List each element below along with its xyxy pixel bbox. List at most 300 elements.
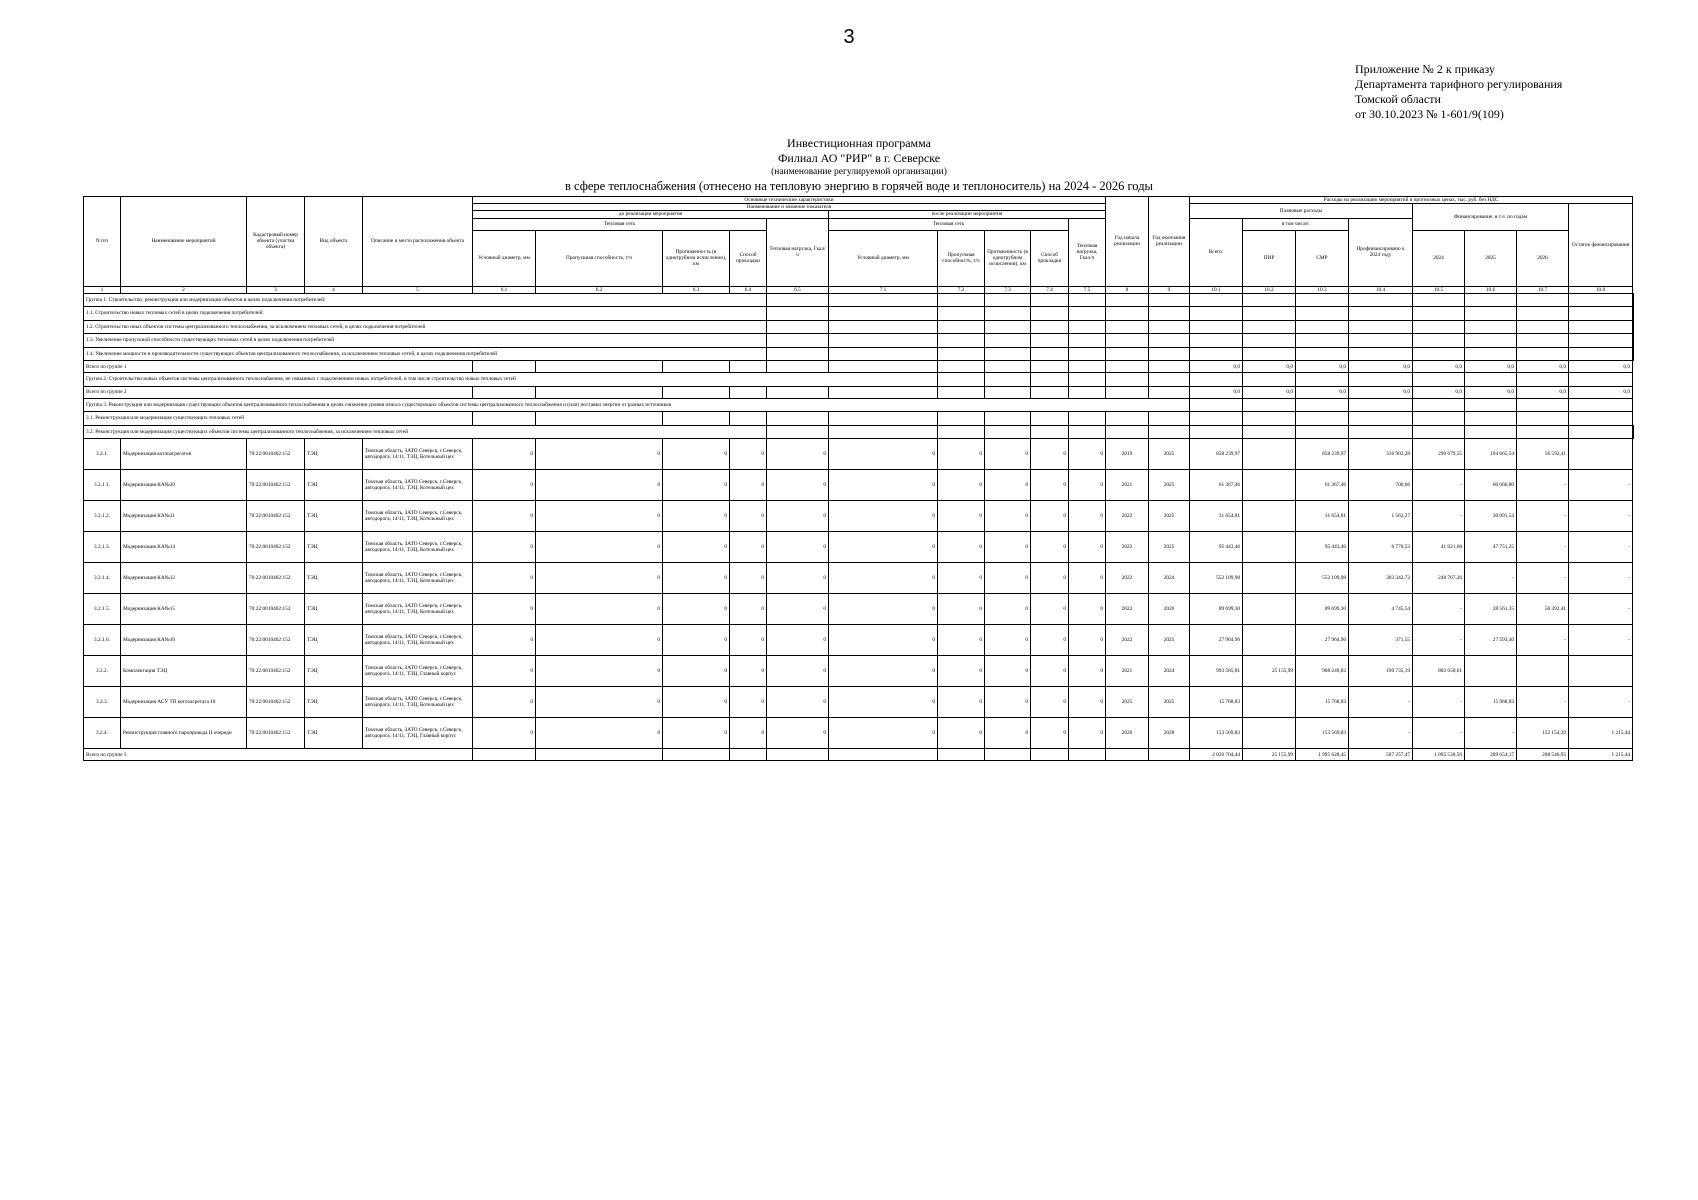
column-number: 6.3 bbox=[663, 286, 730, 293]
row-number: 3.2.1.6. bbox=[84, 625, 121, 656]
year-start: 2025 bbox=[1106, 687, 1149, 718]
financing-2025 bbox=[1465, 656, 1517, 687]
table-row bbox=[84, 532, 1634, 563]
header-diameter-before: Условный диаметр, мм bbox=[473, 230, 536, 286]
object-type: ТЭЦ bbox=[305, 656, 363, 687]
header-2024: 2024 bbox=[1413, 230, 1465, 286]
characteristic-value: 0 bbox=[473, 718, 536, 749]
financing-2024: - bbox=[1413, 501, 1465, 532]
characteristic-value: 0 bbox=[1031, 625, 1069, 656]
expense-total: 27 964,96 bbox=[1190, 625, 1243, 656]
total-value: 1 995 628,45 bbox=[1296, 749, 1349, 761]
group-1-3-label: 1.3. Увеличение пропускной способности существующих тепловых сетей в целях подключения потребителей bbox=[84, 334, 767, 348]
characteristic-value: 0 bbox=[536, 625, 663, 656]
cadastral-number: 70:22:0010402:152 bbox=[247, 687, 305, 718]
group-row bbox=[84, 347, 1634, 361]
annex-line: Томской области bbox=[1355, 92, 1441, 106]
header-financing-by-years: Финансирование, в т.ч. по годам bbox=[1413, 204, 1569, 230]
characteristic-value: 0 bbox=[767, 656, 829, 687]
object-type: ТЭЦ bbox=[305, 594, 363, 625]
year-end: 2024 bbox=[1149, 656, 1190, 687]
expense-smr: 15 768,83 bbox=[1296, 687, 1349, 718]
characteristic-value: 0 bbox=[730, 439, 767, 470]
measure-name: Модернизация КА№12 bbox=[121, 563, 247, 594]
column-number: 10.4 bbox=[1349, 286, 1413, 293]
header-2026: 2026 bbox=[1517, 230, 1569, 286]
characteristic-value: 0 bbox=[1069, 439, 1106, 470]
characteristic-value: 0 bbox=[663, 532, 730, 563]
characteristic-value: 0 bbox=[985, 501, 1031, 532]
total-value: 25 155,99 bbox=[1243, 749, 1296, 761]
object-type: ТЭЦ bbox=[305, 687, 363, 718]
characteristic-value: 0 bbox=[1069, 687, 1106, 718]
prefinanced: 316 902,28 bbox=[1349, 439, 1413, 470]
remaining-financing: - bbox=[1569, 532, 1633, 563]
characteristic-value: 0 bbox=[938, 532, 985, 563]
cadastral-number: 70:22:0010402:152 bbox=[247, 532, 305, 563]
characteristic-value: 0 bbox=[829, 687, 938, 718]
year-start: 2022 bbox=[1106, 594, 1149, 625]
financing-2026: - bbox=[1517, 470, 1569, 501]
characteristic-value: 0 bbox=[985, 594, 1031, 625]
header-n: N п/п bbox=[84, 197, 121, 287]
group-row bbox=[84, 373, 1634, 387]
characteristic-value: 0 bbox=[730, 470, 767, 501]
financing-2024: 41 921,68 bbox=[1413, 532, 1465, 563]
characteristic-value: 0 bbox=[829, 656, 938, 687]
characteristic-value: 0 bbox=[767, 439, 829, 470]
row-number: 3.2.3. bbox=[84, 687, 121, 718]
cadastral-number: 70:22:0010402:152 bbox=[247, 501, 305, 532]
expense-smr: 89 699,30 bbox=[1296, 594, 1349, 625]
header-object-type: Вид объекта bbox=[305, 197, 363, 287]
row-number: 3.2.2. bbox=[84, 656, 121, 687]
financing-2025: - bbox=[1465, 718, 1517, 749]
column-number: 10.2 bbox=[1243, 286, 1296, 293]
annex-note bbox=[1355, 62, 1562, 122]
measure-name: Комплектация ТЭЦ bbox=[121, 656, 247, 687]
characteristic-value: 0 bbox=[985, 687, 1031, 718]
characteristic-value: 0 bbox=[536, 718, 663, 749]
expense-pir bbox=[1243, 439, 1296, 470]
characteristic-value: 0 bbox=[1069, 594, 1106, 625]
header-prefinancing: Профинансировано к 2024 году bbox=[1349, 218, 1413, 286]
group-2-label: Группа 2. Строительство новых объектов системы централизованного теплоснабжения, не связанных с подключением новых потребителей, в том числе строительство новых тепловых сетей bbox=[84, 373, 938, 387]
total-value: 0,0 bbox=[1465, 361, 1517, 373]
year-start: 2021 bbox=[1106, 656, 1149, 687]
characteristic-value: 0 bbox=[536, 656, 663, 687]
row-number: 3.2.1.5. bbox=[84, 594, 121, 625]
year-end: 2025 bbox=[1149, 625, 1190, 656]
expense-total: 552 109,98 bbox=[1190, 563, 1243, 594]
financing-2025: 28 561,35 bbox=[1465, 594, 1517, 625]
financing-2026: - bbox=[1517, 687, 1569, 718]
prefinanced: 303 342,72 bbox=[1349, 563, 1413, 594]
object-type: ТЭЦ bbox=[305, 563, 363, 594]
group-1-1-label: 1.1. Строительство новых тепловых сетей в целях подключения потребителей: bbox=[84, 307, 767, 321]
column-number: 6.2 bbox=[536, 286, 663, 293]
group-row bbox=[84, 293, 1634, 307]
header-total: Всего: bbox=[1190, 218, 1243, 286]
characteristic-value: 0 bbox=[473, 687, 536, 718]
column-number: 5 bbox=[363, 286, 473, 293]
group-row bbox=[84, 398, 1634, 412]
title-line-4: в сфере теплоснабжения (отнесено на тепловую энергию в горячей воде и теплоноситель) на 2024 - 2026 годы bbox=[565, 179, 1153, 193]
column-number: 7.4 bbox=[1031, 286, 1069, 293]
total-value: 208 546,95 bbox=[1517, 749, 1569, 761]
cadastral-number: 70:22:0010402:152 bbox=[247, 656, 305, 687]
total-value: 0,0 bbox=[1413, 386, 1465, 398]
expense-total: 31 654,81 bbox=[1190, 501, 1243, 532]
remaining-financing: - bbox=[1569, 594, 1633, 625]
characteristic-value: 0 bbox=[985, 470, 1031, 501]
characteristic-value: 0 bbox=[730, 594, 767, 625]
expense-total: 95 443,46 bbox=[1190, 532, 1243, 563]
measure-name: Модернизация АСУ ТП котлоагрегата 10 bbox=[121, 687, 247, 718]
table-row bbox=[84, 439, 1634, 470]
year-start: 2021 bbox=[1106, 470, 1149, 501]
financing-2024: - bbox=[1413, 470, 1465, 501]
column-number: 8 bbox=[1106, 286, 1149, 293]
column-number: 1 bbox=[84, 286, 121, 293]
financing-2025: 47 751,25 bbox=[1465, 532, 1517, 563]
measure-name: Модернизация КА№14 bbox=[121, 532, 247, 563]
cadastral-number: 70:22:0010402:152 bbox=[247, 718, 305, 749]
characteristic-value: 0 bbox=[767, 718, 829, 749]
financing-2024: - bbox=[1413, 687, 1465, 718]
expense-pir bbox=[1243, 563, 1296, 594]
title-line-3: (наименование регулируемой организации) bbox=[771, 167, 947, 177]
financing-2026: - bbox=[1517, 563, 1569, 594]
remaining-financing bbox=[1569, 656, 1633, 687]
object-type: ТЭЦ bbox=[305, 532, 363, 563]
characteristic-value: 0 bbox=[829, 625, 938, 656]
total-value: 0,0 bbox=[1243, 386, 1296, 398]
total-value: 0,0 bbox=[1517, 361, 1569, 373]
measure-name: Модернизация КА№11 bbox=[121, 501, 247, 532]
characteristic-value: 0 bbox=[1069, 501, 1106, 532]
cadastral-number: 70:22:0010402:152 bbox=[247, 563, 305, 594]
total-value: 0,0 bbox=[1517, 386, 1569, 398]
characteristic-value: 0 bbox=[663, 470, 730, 501]
row-number: 3.2.1.2. bbox=[84, 501, 121, 532]
total-value: 1 095 530,56 bbox=[1413, 749, 1465, 761]
characteristic-value: 0 bbox=[663, 439, 730, 470]
characteristic-value: 0 bbox=[473, 625, 536, 656]
header-indicator-name: Наименование и значение показателя bbox=[473, 204, 1106, 211]
object-location: Томская область, ЗАТО Северск, г.Северск, автодорога, 14/11, ТЭЦ, Котельный цех bbox=[363, 439, 473, 470]
measure-name: Модернизация КА№15 bbox=[121, 594, 247, 625]
financing-2026: 152 154,39 bbox=[1517, 718, 1569, 749]
column-numbers-row bbox=[84, 286, 1634, 293]
characteristic-value: 0 bbox=[663, 718, 730, 749]
object-type: ТЭЦ bbox=[305, 470, 363, 501]
investment-table bbox=[83, 196, 1634, 761]
object-location: Томская область, ЗАТО Северск, г.Северск, автодорога, 14/11, ТЭЦ, Котельный цех bbox=[363, 501, 473, 532]
column-number: 10.3 bbox=[1296, 286, 1349, 293]
characteristic-value: 0 bbox=[1031, 501, 1069, 532]
characteristic-value: 0 bbox=[473, 656, 536, 687]
column-number: 6.1 bbox=[473, 286, 536, 293]
expense-total: 993 585,81 bbox=[1190, 656, 1243, 687]
column-number: 6.4 bbox=[730, 286, 767, 293]
object-location: Томская область, ЗАТО Северск, г.Северск, автодорога, 14/11, ТЭЦ, Главный корпус bbox=[363, 656, 473, 687]
total-value: 0,0 bbox=[1569, 361, 1633, 373]
group-row bbox=[84, 425, 1634, 439]
characteristic-value: 0 bbox=[985, 439, 1031, 470]
characteristic-value: 0 bbox=[938, 718, 985, 749]
remaining-financing: - bbox=[1569, 501, 1633, 532]
group-1-label: Группа 1. Строительство, реконструкция или модернизация объектов в целях подключения потребителей: bbox=[84, 293, 767, 307]
characteristic-value: 0 bbox=[730, 563, 767, 594]
characteristic-value: 0 bbox=[767, 563, 829, 594]
characteristic-value: 0 bbox=[473, 594, 536, 625]
header-year-end: Год окончания реализации bbox=[1149, 197, 1190, 287]
characteristic-value: 0 bbox=[730, 532, 767, 563]
expense-pir bbox=[1243, 625, 1296, 656]
group-3-1-label: 3.1. Реконструкция или модернизация существующих тепловых сетей bbox=[84, 412, 473, 426]
expense-smr: 968 249,82 bbox=[1296, 656, 1349, 687]
row-number: 3.2.1. bbox=[84, 439, 121, 470]
financing-2026: 56 392,41 bbox=[1517, 594, 1569, 625]
year-start: 2022 bbox=[1106, 501, 1149, 532]
column-number: 4 bbox=[305, 286, 363, 293]
document-title bbox=[0, 136, 1698, 194]
characteristic-value: 0 bbox=[938, 563, 985, 594]
column-number: 7.1 bbox=[829, 286, 938, 293]
remaining-financing: - bbox=[1569, 563, 1633, 594]
column-number: 10.5 bbox=[1413, 286, 1465, 293]
year-end: 2025 bbox=[1149, 439, 1190, 470]
expense-smr: 153 569,83 bbox=[1296, 718, 1349, 749]
total-value: 0,0 bbox=[1296, 361, 1349, 373]
object-location: Томская область, ЗАТО Северск, г.Северск, автодорога, 14/11, ТЭЦ, Главный корпус bbox=[363, 718, 473, 749]
characteristic-value: 0 bbox=[1031, 687, 1069, 718]
column-number: 10.1 bbox=[1190, 286, 1243, 293]
characteristic-value: 0 bbox=[829, 594, 938, 625]
total-row bbox=[84, 386, 1634, 398]
expense-pir bbox=[1243, 594, 1296, 625]
group-1-4-label: 1.4. Увеличение мощности и производительности существующих объектов централизованного теплоснабжения, за исключением тепловых сетей, в целях подключения потребителей bbox=[84, 347, 767, 361]
annex-line: от 30.10.2023 № 1-601/9(109) bbox=[1355, 107, 1504, 121]
total-value: 0,0 bbox=[1243, 361, 1296, 373]
column-number: 6.5 bbox=[767, 286, 829, 293]
header-name: Наименование мероприятий bbox=[121, 197, 247, 287]
prefinanced: 700,66 bbox=[1349, 470, 1413, 501]
prefinanced: - bbox=[1349, 718, 1413, 749]
characteristic-value: 0 bbox=[473, 563, 536, 594]
column-number: 3 bbox=[247, 286, 305, 293]
characteristic-value: 0 bbox=[536, 594, 663, 625]
characteristic-value: 0 bbox=[730, 687, 767, 718]
characteristic-value: 0 bbox=[985, 625, 1031, 656]
year-end: 2025 bbox=[1149, 687, 1190, 718]
header-laying-before: Способ прокладки bbox=[730, 230, 767, 286]
characteristic-value: 0 bbox=[663, 594, 730, 625]
characteristic-value: 0 bbox=[730, 656, 767, 687]
total-row bbox=[84, 361, 1634, 373]
header-heat-load-before: Тепловая нагрузка, Гкал/ч bbox=[767, 218, 829, 286]
characteristic-value: 0 bbox=[1031, 439, 1069, 470]
characteristic-value: 0 bbox=[473, 439, 536, 470]
characteristic-value: 0 bbox=[829, 532, 938, 563]
group-3-label: Группа 3. Реконструкция или модернизация существующих объектов централизованного теплоснабжения в целях снижения уровня износа существующих объектов системы централизованного теплоснабжения и (или) поставки энергии от разных источников bbox=[84, 398, 1190, 412]
characteristic-value: 0 bbox=[536, 470, 663, 501]
financing-2024: - bbox=[1413, 594, 1465, 625]
table-row bbox=[84, 718, 1634, 749]
remaining-financing: - bbox=[1569, 625, 1633, 656]
header-2025: 2025 bbox=[1465, 230, 1517, 286]
characteristic-value: 0 bbox=[1069, 470, 1106, 501]
characteristic-value: 0 bbox=[663, 687, 730, 718]
prefinanced: 190 735,19 bbox=[1349, 656, 1413, 687]
header-before: до реализации мероприятия bbox=[473, 211, 829, 218]
financing-2026: 56 592,41 bbox=[1517, 439, 1569, 470]
remaining-financing bbox=[1569, 439, 1633, 470]
table-row bbox=[84, 687, 1634, 718]
total-value: 0,0 bbox=[1296, 386, 1349, 398]
characteristic-value: 0 bbox=[938, 439, 985, 470]
column-number: 2 bbox=[121, 286, 247, 293]
characteristic-value: 0 bbox=[1031, 532, 1069, 563]
characteristic-value: 0 bbox=[536, 687, 663, 718]
characteristic-value: 0 bbox=[985, 532, 1031, 563]
column-number: 10.7 bbox=[1517, 286, 1569, 293]
total-value: 0,0 bbox=[1465, 386, 1517, 398]
year-start: 2022 bbox=[1106, 625, 1149, 656]
table-row bbox=[84, 501, 1634, 532]
characteristic-value: 0 bbox=[829, 718, 938, 749]
total-value: 0,0 bbox=[1569, 386, 1633, 398]
expense-pir bbox=[1243, 718, 1296, 749]
characteristic-value: 0 bbox=[829, 563, 938, 594]
header-main-characteristics: Основные технические характеристики bbox=[473, 197, 1106, 204]
total-row bbox=[84, 749, 1634, 761]
characteristic-value: 0 bbox=[1069, 563, 1106, 594]
characteristic-value: 0 bbox=[536, 439, 663, 470]
column-number: 7.3 bbox=[985, 286, 1031, 293]
characteristic-value: 0 bbox=[1031, 470, 1069, 501]
column-number: 10.6 bbox=[1465, 286, 1517, 293]
total-value: 0,0 bbox=[1349, 361, 1413, 373]
annex-line: Департамента тарифного регулирования bbox=[1355, 77, 1563, 91]
characteristic-value: 0 bbox=[473, 470, 536, 501]
year-end: 2024 bbox=[1149, 563, 1190, 594]
group-1-2-label: 1.2. Строительство иных объектов системы централизованного теплоснабжения, за исключением тепловых сетей, в целях подключения потребителей bbox=[84, 320, 767, 334]
characteristic-value: 0 bbox=[767, 687, 829, 718]
row-number: 3.2.1.1. bbox=[84, 470, 121, 501]
total-value: 0,0 bbox=[1190, 386, 1243, 398]
characteristic-value: 0 bbox=[829, 439, 938, 470]
financing-2026: - bbox=[1517, 625, 1569, 656]
group-row bbox=[84, 412, 1634, 426]
expense-total: 15 768,83 bbox=[1190, 687, 1243, 718]
header-length-after: Протяженность (в однотрубном исчислении), км bbox=[985, 230, 1031, 286]
characteristic-value: 0 bbox=[1069, 718, 1106, 749]
characteristic-value: 0 bbox=[767, 625, 829, 656]
prefinanced: 1 563,27 bbox=[1349, 501, 1413, 532]
characteristic-value: 0 bbox=[536, 501, 663, 532]
characteristic-value: 0 bbox=[938, 470, 985, 501]
year-start: 2026 bbox=[1106, 718, 1149, 749]
year-end: 2025 bbox=[1149, 532, 1190, 563]
header-pir: ПИР bbox=[1243, 230, 1296, 286]
measure-name: Модернизация котлоагрегатов bbox=[121, 439, 247, 470]
object-location: Томская область, ЗАТО Северск, г.Северск, автодорога, 14/11, ТЭЦ, Котельный цех bbox=[363, 563, 473, 594]
characteristic-value: 0 bbox=[938, 625, 985, 656]
year-start: 2022 bbox=[1106, 532, 1149, 563]
object-type: ТЭЦ bbox=[305, 718, 363, 749]
characteristic-value: 0 bbox=[1031, 594, 1069, 625]
object-type: ТЭЦ bbox=[305, 625, 363, 656]
year-end: 2028 bbox=[1149, 718, 1190, 749]
row-number: 3.2.1.4. bbox=[84, 563, 121, 594]
cadastral-number: 70:22:0010402:152 bbox=[247, 439, 305, 470]
table-row bbox=[84, 594, 1634, 625]
financing-2024: - bbox=[1413, 625, 1465, 656]
characteristic-value: 0 bbox=[767, 532, 829, 563]
financing-2026: - bbox=[1517, 532, 1569, 563]
object-location: Томская область, ЗАТО Северск, г.Северск, автодорога, 14/11, ТЭЦ, Котельный цех bbox=[363, 594, 473, 625]
expense-total: 858 239,97 bbox=[1190, 439, 1243, 470]
remaining-financing: - bbox=[1569, 470, 1633, 501]
header-heat-network-after: Тепловая сеть bbox=[829, 218, 1069, 230]
financing-2024: 802 650,61 bbox=[1413, 656, 1465, 687]
group-row bbox=[84, 334, 1634, 348]
header-capacity-after: Пропускная способность, т/ч bbox=[938, 230, 985, 286]
header-year-start: Год начала реализации bbox=[1106, 197, 1149, 287]
cadastral-number: 70:22:0010402:152 bbox=[247, 470, 305, 501]
financing-2024: 290 679,55 bbox=[1413, 439, 1465, 470]
object-type: ТЭЦ bbox=[305, 501, 363, 532]
table-row bbox=[84, 563, 1634, 594]
total-value: 507 257,47 bbox=[1349, 749, 1413, 761]
total-group-1-label: Всего по группе 1 bbox=[84, 361, 473, 373]
characteristic-value: 0 bbox=[730, 718, 767, 749]
financing-2026 bbox=[1517, 656, 1569, 687]
expense-total: 153 569,83 bbox=[1190, 718, 1243, 749]
financing-2025: 30 091,54 bbox=[1465, 501, 1517, 532]
characteristic-value: 0 bbox=[829, 501, 938, 532]
characteristic-value: 0 bbox=[767, 501, 829, 532]
table-row bbox=[84, 625, 1634, 656]
column-number: 9 bbox=[1149, 286, 1190, 293]
remaining-financing: 1 215,44 bbox=[1569, 718, 1633, 749]
characteristic-value: 0 bbox=[938, 594, 985, 625]
financing-2025: 194 665,54 bbox=[1465, 439, 1517, 470]
header-remaining: Остаток финансирования bbox=[1569, 204, 1633, 286]
measure-name: Модернизация КА№10 bbox=[121, 625, 247, 656]
group-3-2-label: 3.2. Реконструкция или модернизация существующих объектов системы централизованного теплоснабжения, за исключением тепловых сетей bbox=[84, 425, 767, 439]
characteristic-value: 0 bbox=[985, 718, 1031, 749]
expense-pir bbox=[1243, 687, 1296, 718]
column-number: 7.5 bbox=[1069, 286, 1106, 293]
characteristic-value: 0 bbox=[730, 501, 767, 532]
characteristic-value: 0 bbox=[663, 563, 730, 594]
object-location: Томская область, ЗАТО Северск, г.Северск, автодорога, 14/11, ТЭЦ, Котельный цех bbox=[363, 687, 473, 718]
characteristic-value: 0 bbox=[1031, 656, 1069, 687]
total-group-2-label: Всего по группе 2 bbox=[84, 386, 473, 398]
characteristic-value: 0 bbox=[1069, 656, 1106, 687]
header-plan-expenses: Плановые расходы bbox=[1190, 204, 1413, 218]
characteristic-value: 0 bbox=[536, 563, 663, 594]
total-value: 1 215,44 bbox=[1569, 749, 1633, 761]
expense-smr: 552 109,98 bbox=[1296, 563, 1349, 594]
measure-name: Модернизация КА№20 bbox=[121, 470, 247, 501]
characteristic-value: 0 bbox=[473, 532, 536, 563]
financing-2025: 60 666,80 bbox=[1465, 470, 1517, 501]
header-location: Описание и место расположения объекта bbox=[363, 197, 473, 287]
